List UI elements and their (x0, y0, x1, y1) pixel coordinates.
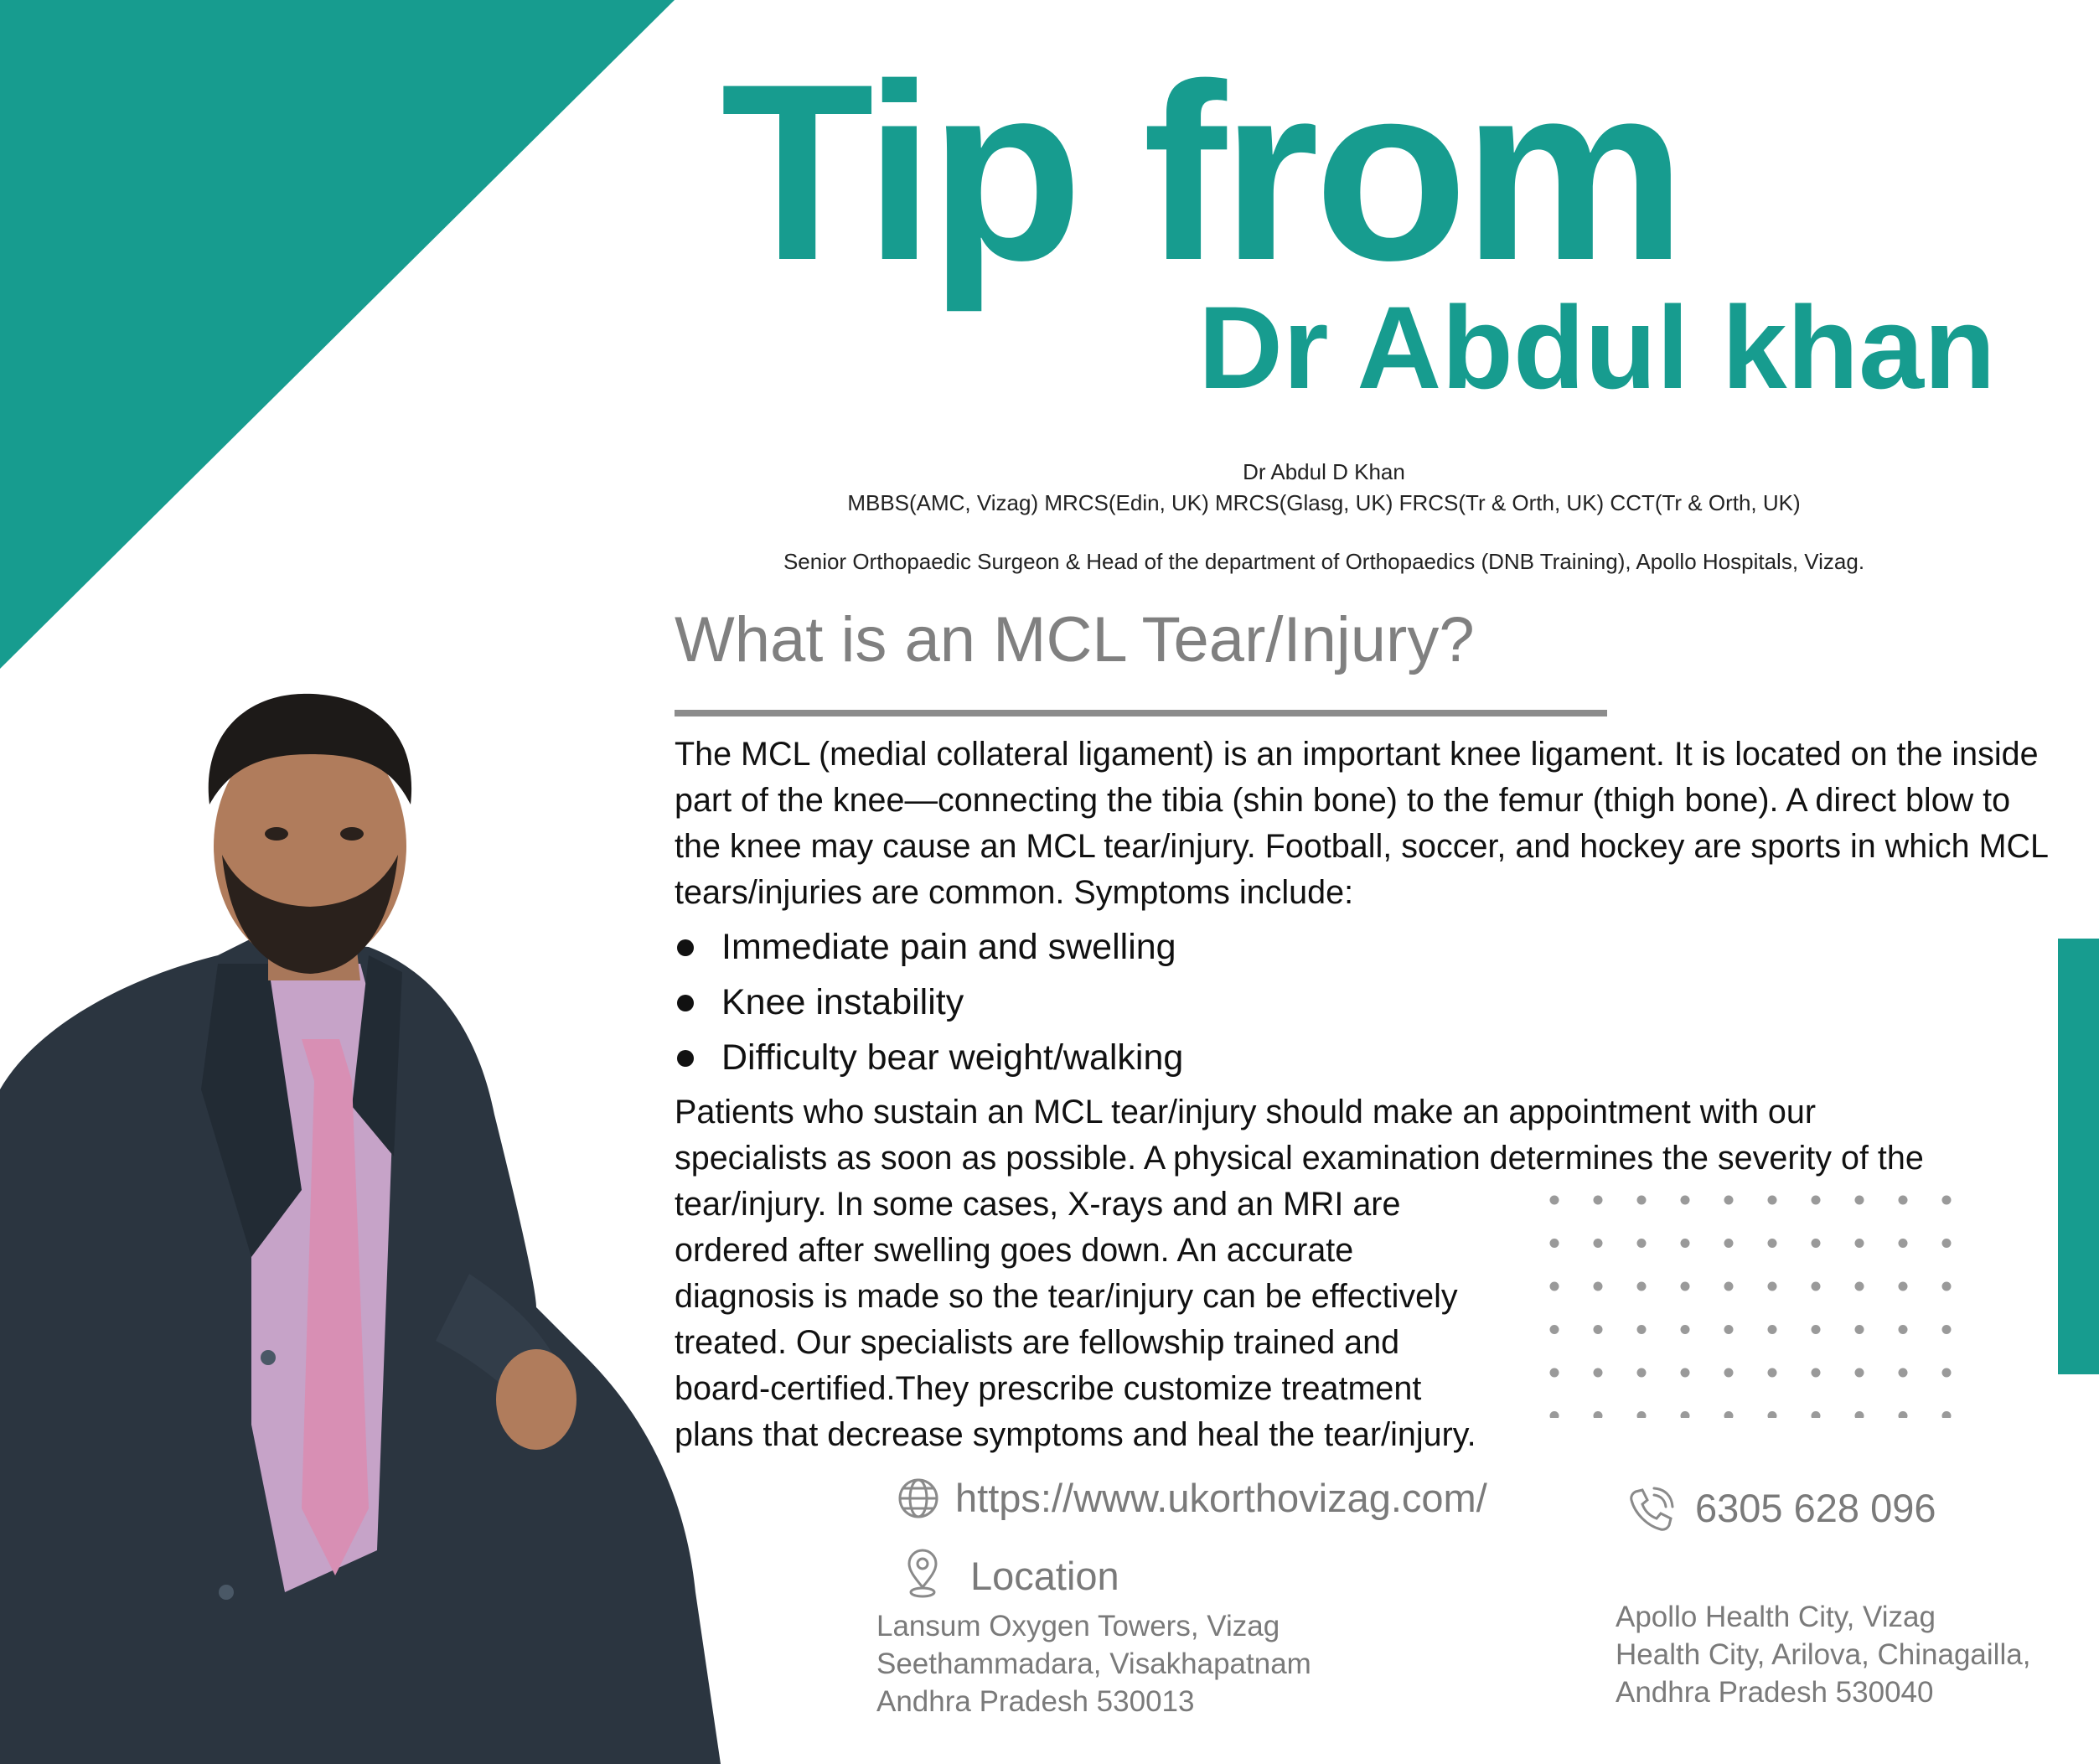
pattern-dot (1594, 1411, 1603, 1418)
doctor-name: Dr Abdul D Khan (1243, 459, 1405, 484)
address-line: Andhra Pradesh 530040 (1616, 1676, 1934, 1709)
pattern-dot (1681, 1325, 1690, 1334)
pattern-dot (1812, 1368, 1821, 1378)
pattern-dot (1768, 1282, 1777, 1291)
symptom-item (675, 1030, 1183, 1085)
doctor-position: Senior Orthopaedic Surgeon & Head of the department of Orthopaedics (DNB Training), Apollo Hospitals, Vizag. (783, 549, 1865, 574)
doctor-photo (0, 687, 737, 1764)
paragraph-line: specialists as soon as possible. A physical examination determines the severity of the (675, 1140, 1924, 1177)
pattern-dot (1550, 1325, 1559, 1334)
phone-icon (1626, 1485, 1676, 1535)
address-line: Seethammadara, Visakhapatnam (876, 1648, 1311, 1680)
pattern-dot (1724, 1411, 1734, 1418)
pattern-dot (1594, 1239, 1603, 1248)
side-accent-bar (2058, 939, 2099, 1374)
intro-paragraph: The MCL (medial collateral ligament) is an important knee ligament. It is located on the inside part of the knee—connecting the tibia (shin bone) to the femur (thigh bone). A direct blow to the knee may cause an MCL tear/injury. Football, soccer, and hockey are sports in which MCL tears/injuries are common. Symptoms include: (675, 736, 2048, 911)
pattern-dot (1812, 1239, 1821, 1248)
pattern-dot (1942, 1239, 1952, 1248)
address-line: Apollo Health City, Vizag (1616, 1601, 1936, 1633)
pattern-dot (1637, 1196, 1647, 1205)
address-line: Health City, Arilova, Chinagailla, (1616, 1638, 2031, 1671)
pattern-dot (1637, 1325, 1647, 1334)
symptom-text: Knee instability (721, 982, 964, 1022)
paragraph-line: ordered after swelling goes down. An accurate (675, 1232, 1354, 1269)
map-pin-icon (903, 1549, 942, 1599)
address-block-2 (1616, 1598, 2030, 1711)
pattern-dot (1724, 1239, 1734, 1248)
doctor-degrees: MBBS(AMC, Vizag) MRCS(Edin, UK) MRCS(Glasg, UK) FRCS(Tr & Orth, UK) CCT(Tr & Orth, UK) (847, 490, 1801, 515)
symptom-item (675, 919, 1183, 975)
pattern-dot (1637, 1368, 1647, 1378)
pattern-dot (1942, 1325, 1952, 1334)
pattern-dot (1942, 1196, 1952, 1205)
pattern-dot (1637, 1239, 1647, 1248)
pattern-dot (1594, 1325, 1603, 1334)
pattern-dot (1594, 1196, 1603, 1205)
pattern-dot (1899, 1239, 1908, 1248)
pattern-dot (1550, 1196, 1559, 1205)
pattern-dot (1681, 1411, 1690, 1418)
symptom-text: Immediate pain and swelling (721, 927, 1176, 967)
pattern-dot (1942, 1282, 1952, 1291)
pattern-dot (1942, 1368, 1952, 1378)
pattern-dot (1681, 1368, 1690, 1378)
location-label: Location (970, 1554, 1119, 1598)
pattern-dot (1594, 1368, 1603, 1378)
headline-doctor-name: Dr Abdul khan (1198, 282, 1996, 413)
pattern-dot (1768, 1411, 1777, 1418)
pattern-dot (1855, 1368, 1864, 1378)
globe-icon (897, 1477, 940, 1520)
pattern-dot (1681, 1196, 1690, 1205)
corner-triangle (0, 0, 675, 670)
pattern-dot (1768, 1325, 1777, 1334)
pattern-dot (1812, 1282, 1821, 1291)
website-link[interactable]: https://www.ukorthovizag.com/ (955, 1476, 1487, 1520)
pattern-dot (1550, 1239, 1559, 1248)
pattern-dot (1724, 1368, 1734, 1378)
pattern-dot (1681, 1239, 1690, 1248)
pattern-dot (1637, 1411, 1647, 1418)
pattern-dot (1899, 1411, 1908, 1418)
phone-number[interactable]: 6305 628 096 (1695, 1486, 1936, 1530)
pattern-dot (1899, 1368, 1908, 1378)
pattern-dot (1724, 1282, 1734, 1291)
pattern-dot (1812, 1325, 1821, 1334)
pattern-dot (1637, 1282, 1647, 1291)
pattern-dot (1812, 1196, 1821, 1205)
address-block-1 (876, 1607, 1311, 1720)
pattern-dot (1550, 1282, 1559, 1291)
headline-title: Tip from (721, 31, 1682, 313)
pattern-dot (1768, 1239, 1777, 1248)
section-heading: What is an MCL Tear/Injury? (675, 604, 1475, 675)
pattern-dot (1768, 1368, 1777, 1378)
paragraph-line: tear/injury. In some cases, X-rays and an MRI are (675, 1186, 1401, 1223)
symptom-item (675, 975, 1183, 1030)
pattern-dot (1550, 1368, 1559, 1378)
pattern-dot (1724, 1196, 1734, 1205)
pattern-dot (1768, 1196, 1777, 1205)
pattern-dot (1942, 1411, 1952, 1418)
pattern-dot (1724, 1325, 1734, 1334)
paragraph-line: Patients who sustain an MCL tear/injury should make an appointment with our (675, 1094, 1817, 1130)
heading-divider (675, 710, 1607, 716)
address-line: Andhra Pradesh 530013 (876, 1685, 1195, 1718)
symptom-list (675, 919, 1183, 1085)
pattern-dot (1681, 1282, 1690, 1291)
pattern-dot (1899, 1196, 1908, 1205)
pattern-dot (1855, 1239, 1864, 1248)
pattern-dot (1855, 1282, 1864, 1291)
paragraph-line: plans that decrease symptoms and heal the tear/injury. (675, 1416, 1476, 1453)
pattern-dot (1594, 1282, 1603, 1291)
pattern-dot (1899, 1282, 1908, 1291)
paragraph-line: treated. Our specialists are fellowship trained and (675, 1324, 1400, 1361)
pattern-dot (1899, 1325, 1908, 1334)
pattern-dot (1812, 1411, 1821, 1418)
pattern-dot (1855, 1411, 1864, 1418)
address-line: Lansum Oxygen Towers, Vizag (876, 1610, 1280, 1642)
paragraph-line: diagnosis is made so the tear/injury can be effectively (675, 1278, 1458, 1315)
pattern-dot (1855, 1325, 1864, 1334)
pattern-dot (1550, 1411, 1559, 1418)
dot-pattern (1546, 1192, 1965, 1418)
symptom-text: Difficulty bear weight/walking (721, 1037, 1184, 1078)
pattern-dot (1855, 1196, 1864, 1205)
paragraph-line: board-certified.They prescribe customize treatment (675, 1370, 1422, 1407)
